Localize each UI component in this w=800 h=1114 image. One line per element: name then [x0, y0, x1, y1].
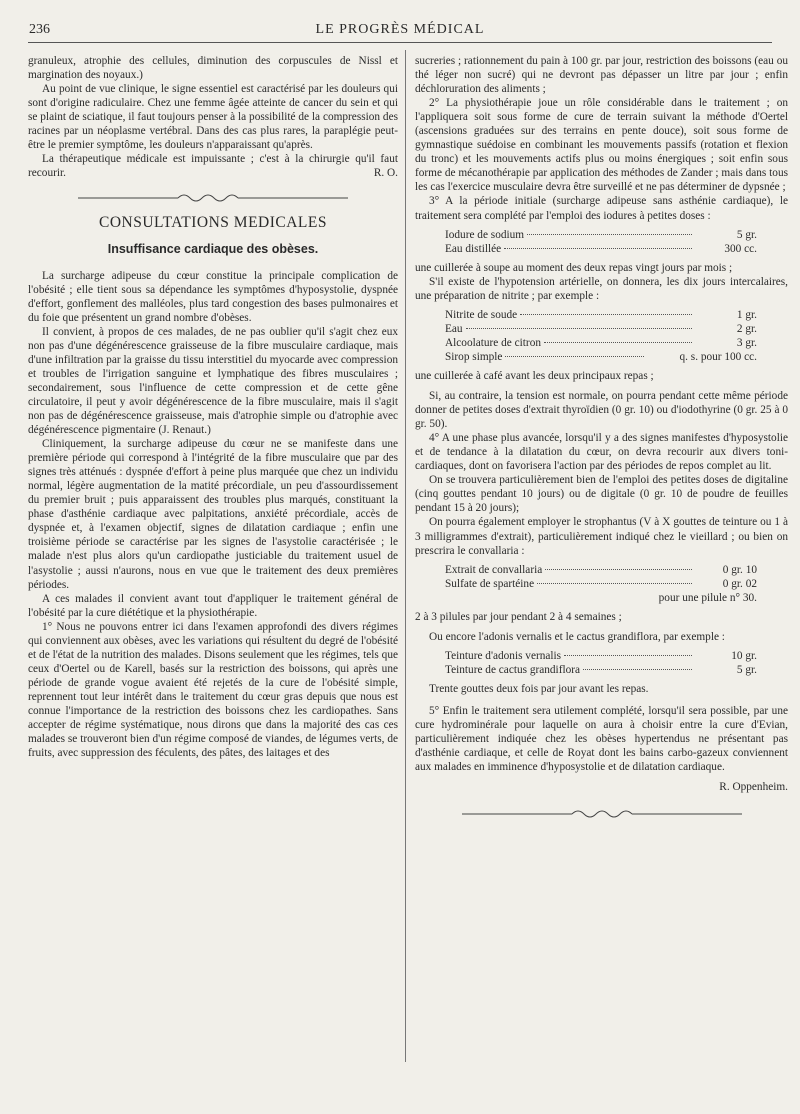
paragraph: A ces malades il convient avant tout d'appliquer le traitement général de l'obésité par la cure diététique et la physiothérapie. [28, 592, 398, 619]
ingredient-name: Extrait de convallaria [445, 563, 543, 576]
paragraph: Au point de vue clinique, le signe essentiel est caractérisé par les douleurs qui sont d'origine radiculaire. Chez une femme âgée atteinte de cancer du sein et qui se plaint de sciatique, il faut toujours penser à la possibilité de la compression des racines par un néoplasme vertébral. Dans des cas plus rares, la paraplégie peut-être le premier symptôme, les douleurs n'apparaissant qu'après. [28, 83, 398, 152]
ingredient-quantity: 1 gr. [736, 308, 757, 321]
paragraph: 4° A une phase plus avancée, lorsqu'il y a des signes manifestes d'hyposystolie et de tendance à la dilatation du cœur, on devra recourir aux divers toni-cardiaques, dont on favorisera l'action par des périodes de repos complet au lit. [415, 432, 788, 473]
section-title: CONSULTATIONS MEDICALES [99, 214, 327, 232]
paragraph: La surcharge adipeuse du cœur constitue la principale complication de l'obésité ; elle tient sous sa dépendance les symptômes d'hyposystolie, dyspnée d'effort, gonflement des malléoles, plus tard congestion des bases pulmonaires et du foie que présentent un grand nombre d'obèses. [28, 269, 398, 324]
ingredient-quantity: 10 gr. [731, 649, 757, 662]
paragraph: 5° Enfin le traitement sera utilement complété, lorsqu'il sera possible, par une cure hydrominérale pour laquelle on aura à choisir entre la cure d'Evian, particulièrement indiquée chez les obèses hypertendus ne présentant pas d'asthénie cardiaque, et celle de Royat dont les bains carbo-gazeux conviennent aux malades en imminence d'hyposystolie et de dilatation cardiaque. [415, 704, 788, 774]
prescription-row [445, 242, 757, 256]
left-column [28, 54, 398, 760]
ingredient-name: Teinture de cactus grandiflora [445, 663, 581, 676]
ingredient-name: Sirop simple [445, 350, 503, 363]
prescription-nitrite [445, 308, 757, 364]
paragraph: 2 à 3 pilules par jour pendant 2 à 4 semaines ; [415, 610, 622, 623]
ornament-divider [415, 808, 788, 822]
ingredient-name: Sulfate de spartéine [445, 577, 535, 590]
prescription-convallaria [445, 563, 757, 605]
paragraph: 2° La physiothérapie joue un rôle considérable dans le traitement ; on l'appliquera soit sous forme de cure de terrain suivant la méthode d'Oertel (ascensions graduées sur des terrains en pente douce), soit sous forme de gymnastique suédoise en combinant les mouvements passifs (rotation et flexion du tronc) et les mouvements actifs plus ou moins énergiques ; soit enfin sous forme de mécanothérapie par application des méthodes de Zander ; mais dans tous les cas l'exercice musculaire devra être surveillé et ne pas déterminer de dypsnée ; [415, 97, 788, 194]
ingredient-quantity: 3 gr. [736, 336, 757, 349]
ingredient-name: Eau distillée [445, 242, 502, 255]
ingredient-name: Eau [445, 322, 463, 335]
ingredient-name: Nitrite de soude [445, 308, 518, 321]
paragraph [28, 152, 398, 180]
page-number: 236 [29, 22, 50, 37]
ingredient-quantity: 0 gr. 10 [722, 563, 757, 576]
prescription-row [445, 228, 757, 242]
paragraph: Trente gouttes deux fois par jour avant les repas. [429, 682, 649, 695]
signature: R. O. [373, 167, 398, 180]
ingredient-name: Teinture d'adonis vernalis [445, 649, 562, 662]
ingredient-quantity: 5 gr. [736, 228, 757, 241]
article-title: Insuffisance cardiaque des obèses. [107, 242, 319, 257]
paragraph: Cliniquement, la surcharge adipeuse du cœur ne se manifeste dans une première période qui correspond à l'intégrité de la fibre musculaire que par des signes très atténués : dyspnée d'effort à peine plus marquée que chez un individu normal, légère augmentation de la matité précordiale, un peu d'assourdissement du premier bruit ; puis apparaissent des troubles plus marqués, constituant la phase d'asthénie cardiaque avec palpitations, anxiété précordiale, accès de dyspnée et, à l'examen objectif, signes de dilatation cardiaque ; enfin une troisième période se caractérise par les signes de l'asystolie caractérisée ; le malade n'est plus alors qu'un cardiopathe justiciable du traitement usuel de l'asystolie ; aussi n'aurons, nous en vue que le traitement des deux premières périodes. [28, 438, 398, 591]
prescription-row [445, 350, 757, 364]
ingredient-quantity: 300 cc. [724, 242, 757, 255]
prescription-adonis [445, 649, 757, 677]
journal-title: LE PROGRÈS MÉDICAL [315, 22, 485, 37]
ingredient-quantity: 0 gr. 02 [722, 577, 757, 590]
paragraph: On se trouvera particulièrement bien de l'emploi des petites doses de digitaline (cinq gouttes pendant 10 jours) ou de digitale (0 gr. 10 de poudre de feuilles pendant 15 à 20 jours); [415, 474, 788, 515]
prescription-row [445, 336, 757, 350]
paragraph: une cuillerée à soupe au moment des deux repas vingt jours par mois ; [415, 261, 733, 274]
paragraph: sucreries ; rationnement du pain à 100 gr. par jour, restriction des boissons (eau ou thé léger non sucré) qui ne devront pas dépasser un litre par jour ; enfin déchloruration des aliments ; [415, 55, 788, 96]
author-signature: R. Oppenheim. [719, 781, 788, 794]
paragraph: 3° A la période initiale (surcharge adipeuse sans asthénie cardiaque), le traitement sera complété par l'emploi des iodures à petites doses : [415, 195, 788, 222]
ornament-divider [28, 192, 398, 206]
prescription-row [445, 663, 757, 677]
prescription-iodures [445, 228, 757, 256]
header-rule [28, 42, 772, 43]
prescription-row [445, 649, 757, 663]
therapy-text: La thérapeutique médicale est impuissante ; c'est à la chirurgie qu'il faut recourir. [28, 153, 398, 180]
ingredient-quantity: 2 gr. [736, 322, 757, 335]
paragraph: S'il existe de l'hypotension artérielle, on donnera, les dix jours intercalaires, une préparation de nitrite ; par exemple : [415, 275, 788, 302]
ingredient-name: Alcoolature de citron [445, 336, 541, 349]
paragraph: 1° Nous ne pouvons entrer ici dans l'examen approfondi des divers régimes qui conviennent aux obèses, avec les variations qui résultent du degré de l'obésité et de l'état de la nutrition des malades. Disons seulement que les régimes, tels que ceux d'Oertel ou de Karell, basés sur la restriction des boissons, qui après une période de grande vogue avaient été rejetés de la cure de l'obésité simple, reprennent tout leur intérêt dans le traitement du cœur gras depuis que nous est connue l'importance de la restriction des boissons chez les cardiopathes. Sans accepter de régime systématique, nous dirons que dans la majorité des cas ces malades se trouveront bien d'un régime composé de viandes, de légumes verts, de fruits, avec suppression des féculents, des pâtes, des laitages et des [28, 620, 398, 760]
paragraph: Ou encore l'adonis vernalis et le cactus grandiflora, par exemple : [429, 630, 725, 643]
right-column [415, 54, 788, 832]
paragraph: Si, au contraire, la tension est normale, on pourra pendant cette même période donner de petites doses d'extrait thyroïdien (0 gr. 10) ou d'iodothyrine (0 gr. 25 à 0 gr. 50). [415, 390, 788, 431]
column-divider [405, 50, 406, 1062]
ingredient-name: Iodure de sodium [445, 228, 525, 241]
paragraph: granuleux, atrophie des cellules, diminution des corpuscules de Nissl et margination des noyaux.) [28, 55, 398, 82]
prescription-row [445, 577, 757, 591]
prescription-note: pour une pilule n° 30. [658, 591, 757, 604]
paragraph: On pourra également employer le strophantus (V à X gouttes de teinture ou 1 à 3 milligrammes d'extrait), particulièrement indiqué chez le vieillard ; ou bien on prescrira le convallaria : [415, 516, 788, 557]
prescription-row [445, 563, 757, 577]
paragraph: Il convient, à propos de ces malades, de ne pas oublier qu'il s'agit chez eux non pas d'une dégénérescence graisseuse de la fibre musculaire cardiaque, mais d'une infiltration par la graisse du tissu interstitiel du myocarde avec compression et troubles de l'irrigation sanguine et lymphatique des fibres musculaires ; secondairement, sous l'influence de cette compression et de cette gêne circulatoire, il peut y avoir dégénérescence de la fibre musculaire, mais il s'agit non pas de dégénérescence graisseuse, mais d'atrophie simple ou d'atrophie avec dégénérescence pigmentaire (J. Renaut.) [28, 325, 398, 437]
paragraph: une cuillerée à café avant les deux principaux repas ; [415, 369, 654, 382]
prescription-row [445, 322, 757, 336]
prescription-row [445, 308, 757, 322]
ingredient-quantity: 5 gr. [736, 663, 757, 676]
ingredient-quantity: q. s. pour 100 cc. [679, 350, 757, 363]
